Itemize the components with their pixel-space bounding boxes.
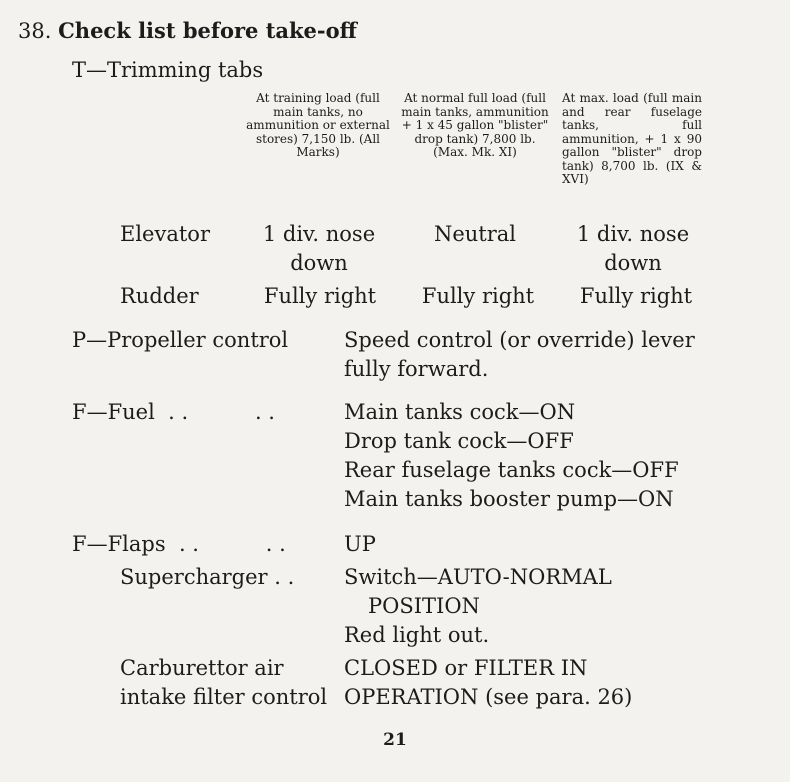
carburettor-instruction-line-1: CLOSED or FILTER IN <box>344 656 588 680</box>
section-number: 38. <box>18 19 52 43</box>
flaps-instruction: UP <box>344 532 376 556</box>
fuel-instruction-line-4: Main tanks booster pump—ON <box>344 487 674 511</box>
item-label-flaps: F—Flaps . . . . <box>72 532 286 556</box>
elevator-training-value: 1 div. nose down <box>262 222 376 275</box>
column-header-training-load: At training load (full main tanks, no ammunition or external stores) 7,150 lb. (All Marks) <box>246 91 390 159</box>
trimming-tabs-label: T—Trimming tabs <box>72 58 264 82</box>
item-label-carburettor-line-2: intake filter control <box>120 685 328 709</box>
propeller-instruction-line-2: fully forward. <box>344 357 489 381</box>
item-label-fuel: F—Fuel . . . . <box>72 400 275 424</box>
fuel-instruction-line-3: Rear fuselage tanks cock—OFF <box>344 458 679 482</box>
item-label-supercharger: Supercharger . . <box>120 565 295 589</box>
item-label-carburettor-line-1: Carburettor air <box>120 656 284 680</box>
row-label-rudder: Rudder <box>120 284 199 308</box>
carburettor-instruction-line-2: OPERATION (see para. 26) <box>344 685 633 709</box>
section-title: Check list before take-off <box>58 18 357 43</box>
item-label-propeller-control: P—Propeller control <box>72 328 289 352</box>
column-header-normal-load: At normal full load (full main tanks, ammunition + 1 x 45 gallon "blister" drop tank) 7,800 lb. (Max. Mk. XI) <box>401 91 549 159</box>
row-label-elevator: Elevator <box>120 222 210 246</box>
rudder-training-value: Fully right <box>263 284 377 308</box>
column-header-max-load: At max. load (full main and rear fuselage tanks, full ammunition, + 1 x 90 gallon "blister" drop tank) 8,700 lb. (IX & XVI) <box>562 91 702 186</box>
elevator-normal-value: Neutral <box>433 222 517 246</box>
rudder-max-value: Fully right <box>579 284 693 308</box>
page-number: 21 <box>383 730 407 750</box>
elevator-max-value: 1 div. nose down <box>576 222 690 275</box>
fuel-instruction-line-2: Drop tank cock—OFF <box>344 429 574 453</box>
fuel-instruction-line-1: Main tanks cock—ON <box>344 400 576 424</box>
supercharger-instruction-line-3: Red light out. <box>344 623 490 647</box>
section-heading <box>18 18 357 43</box>
supercharger-instruction-line-1: Switch—AUTO-NORMAL <box>344 565 612 589</box>
supercharger-instruction-line-2: POSITION <box>368 594 480 618</box>
propeller-instruction-line-1: Speed control (or override) lever <box>344 328 695 352</box>
rudder-normal-value: Fully right <box>421 284 535 308</box>
